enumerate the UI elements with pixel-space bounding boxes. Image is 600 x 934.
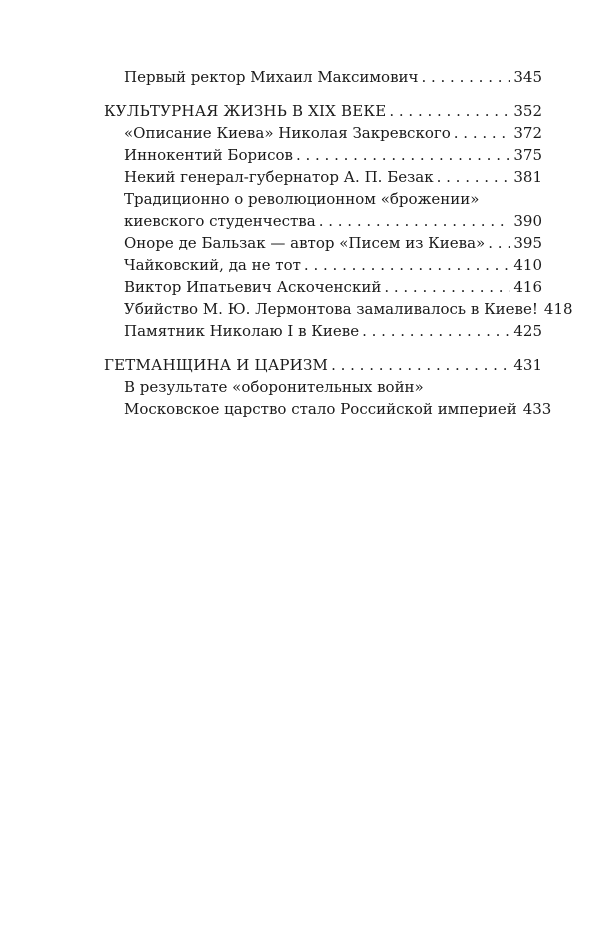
- toc-section-title: КУЛЬТУРНАЯ ЖИЗНЬ В XIX ВЕКЕ: [104, 102, 387, 120]
- toc-entry-line1: [104, 376, 542, 398]
- toc-entry-page: 381: [513, 168, 542, 186]
- toc-entry: [104, 122, 542, 144]
- toc-entry-line2: [104, 398, 552, 420]
- toc-entry: [104, 320, 542, 342]
- toc-entry: [104, 276, 542, 298]
- toc-entry: [104, 254, 542, 276]
- toc-section: [104, 100, 542, 122]
- toc-entry-page: 345: [513, 68, 542, 86]
- toc-entry-page: 390: [513, 212, 542, 230]
- toc-entry-page: 425: [513, 322, 542, 340]
- toc-entry-page: 410: [513, 256, 542, 274]
- toc-entry-title: Некий генерал-губернатор А. П. Безак: [124, 168, 434, 186]
- dot-leader: [421, 66, 510, 88]
- toc-entry: [104, 232, 542, 254]
- toc-entry-title: Оноре де Бальзак — автор «Писем из Киева»: [124, 234, 486, 252]
- dot-leader: [304, 254, 510, 276]
- dot-leader: [437, 166, 511, 188]
- toc-entry-page: 395: [513, 234, 542, 252]
- toc-entry-title: «Описание Киева» Николая Закревского: [124, 124, 451, 142]
- dot-leader: [384, 276, 510, 298]
- toc-entry-page: 418: [543, 300, 573, 318]
- toc-entry-line2: [104, 210, 542, 232]
- toc-entry: [104, 144, 542, 166]
- toc-section-page: 431: [513, 356, 542, 374]
- toc-entry-title: Убийство М. Ю. Лермонтова замаливалось в Киеве!: [124, 300, 538, 318]
- dot-leader: [319, 210, 511, 232]
- toc-section-title: ГЕТМАНЩИНА И ЦАРИЗМ: [104, 356, 329, 374]
- toc-entry: [104, 166, 542, 188]
- toc-entry-title: Первый ректор Михаил Максимович: [124, 68, 419, 86]
- table-of-contents: [104, 66, 573, 420]
- dot-leader: [488, 232, 510, 254]
- dot-leader: [454, 122, 511, 144]
- toc-entry-page: 375: [513, 146, 542, 164]
- toc-section: [104, 354, 542, 376]
- toc-entry-title: Памятник Николаю I в Киеве: [124, 322, 360, 340]
- toc-entry-title: Московское царство стало Российской империей: [124, 400, 517, 418]
- toc-entry-title: Традиционно о революционном «брожении»: [124, 190, 480, 208]
- toc-entry-title: Чайковский, да не тот: [124, 256, 301, 274]
- dot-leader: [331, 354, 510, 376]
- toc-entry-page: 416: [513, 278, 542, 296]
- dot-leader: [362, 320, 510, 342]
- toc-section-page: 352: [513, 102, 542, 120]
- toc-entry-title: В результате «оборонительных войн»: [124, 378, 424, 396]
- toc-entry-page: 372: [513, 124, 542, 142]
- toc-entry-line1: [104, 188, 542, 210]
- dot-leader: [389, 100, 510, 122]
- toc-entry-title: Иннокентий Борисов: [124, 146, 293, 164]
- toc-entry-page: 433: [522, 400, 552, 418]
- toc-entry-title: Виктор Ипатьевич Аскоченский: [124, 278, 382, 296]
- toc-entry-title: киевского студенчества: [124, 212, 316, 230]
- toc-entry: [104, 66, 542, 88]
- dot-leader: [296, 144, 510, 166]
- toc-entry: [104, 298, 573, 320]
